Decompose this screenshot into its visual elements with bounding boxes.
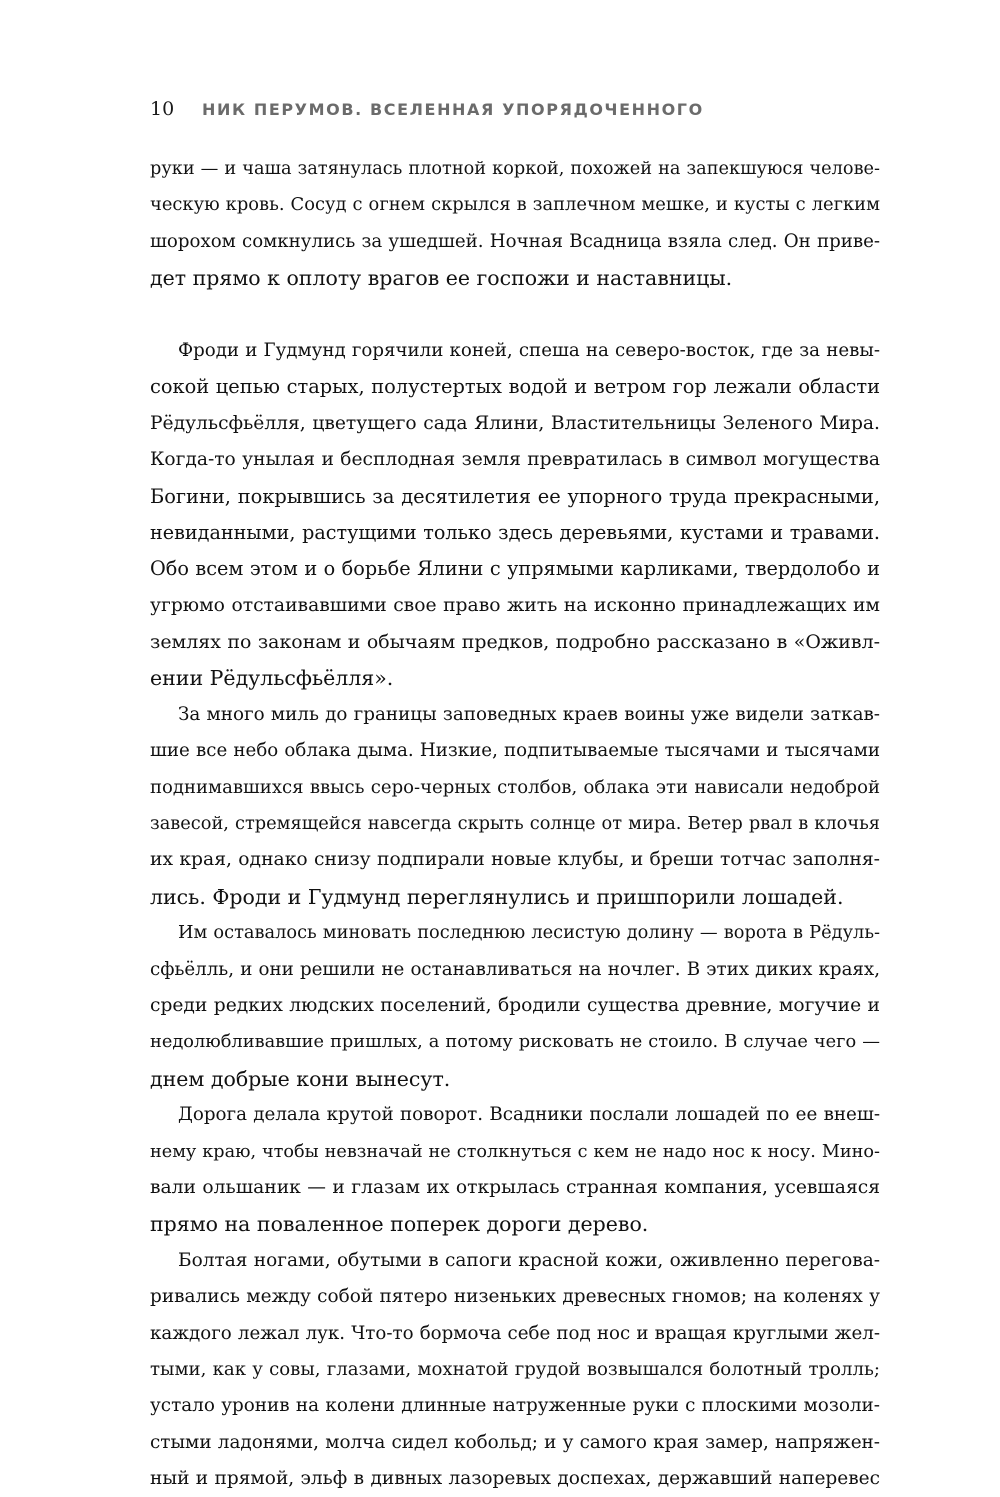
text-line: поднимавшихся ввысь серо-черных столбов, облака эти нависали недоброй (150, 776, 880, 798)
text-line: нему краю, чтобы невзначай не столкнуться с кем не надо нос к носу. Мино- (150, 1141, 880, 1162)
text-line: ный и прямой, эльф в дивных лазоревых доспехах, державший наперевес (150, 1468, 880, 1490)
text-line: сокой цепью старых, полустертых водой и ветром гор лежали области (150, 375, 880, 399)
running-title: НИК ПЕРУМОВ. ВСЕЛЕННАЯ УПОРЯДОЧЕННОГО (202, 100, 704, 119)
text-line: шорохом сомкнулись за ушедшей. Ночная Всадница взяла след. Он приве- (150, 230, 880, 252)
text-line: Богини, покрывшись за десятилетия ее упорного труда прекрасными, (150, 484, 880, 508)
body-text (150, 151, 880, 1497)
text-line: Дорога делала крутой поворот. Всадники послали лошадей по ее внеш- (178, 1104, 880, 1126)
page-number: 10 (150, 98, 175, 120)
paragraph (150, 697, 880, 915)
paragraph (150, 1243, 880, 1497)
text-line: невиданными, растущими только здесь деревьями, кустами и травами. (150, 520, 880, 544)
text-line: ении Рёдульсфьёлля». (150, 666, 394, 691)
text-line: каждого лежал лук. Что-то бормоча себе под нос и вращая круглыми жел- (150, 1322, 880, 1344)
text-line: руки — и чаша затянулась плотной коркой, похожей на запекшуюся челове- (150, 159, 880, 179)
text-line: днем добрые кони вынесут. (150, 1066, 451, 1091)
text-line: Когда-то унылая и бесплодная земля превратилась в символ могущества (150, 449, 880, 471)
text-line: Рёдульсфьёлля, цветущего сада Ялини, Властительницы Зеленого Мира. (150, 412, 880, 434)
text-line: землях по законам и обычаям предков, подробно рассказано в «Оживл- (150, 631, 880, 654)
text-line: Болтая ногами, обутыми в сапоги красной кожи, оживленно перегова- (178, 1249, 880, 1271)
text-line: вали ольшаник — и глазам их открылась странная компания, усевшаяся (150, 1176, 880, 1198)
text-line: прямо на поваленное поперек дороги дерево. (150, 1212, 649, 1237)
paragraph (150, 151, 880, 297)
text-line: устало уронив на колени длинные натруженные руки с плоскими мозоли- (150, 1395, 880, 1417)
text-line: ческую кровь. Сосуд с огнем скрылся в заплечном мешке, и кусты с легким (150, 194, 880, 216)
text-line: сфьёлль, и они решили не останавливаться на ночлег. В этих диких краях, (150, 958, 880, 980)
paragraph (150, 333, 880, 697)
text-line: лись. Фроди и Гудмунд переглянулись и пришпорили лошадей. (150, 884, 844, 909)
paragraph (150, 1097, 880, 1243)
text-line: За много миль до границы заповедных краев воины уже видели заткав- (178, 703, 880, 725)
text-line: Обо всем этом и о борьбе Ялини с упрямыми карликами, твердолобо и (150, 557, 880, 581)
text-line: шие все небо облака дыма. Низкие, подпитываемые тысячами и тысячами (150, 740, 880, 762)
text-line: Фроди и Гудмунд горячили коней, спеша на северо-восток, где за невы- (178, 339, 880, 361)
paragraph (150, 915, 880, 1097)
text-line: завесой, стремящейся навсегда скрыть солнце от мира. Ветер рвал в клочья (150, 813, 880, 835)
text-line: тыми, как у совы, глазами, мохнатой грудой возвышался болотный тролль; (150, 1358, 880, 1380)
text-line: недолюбливавшие пришлых, а потому рисковать не стоило. В случае чего — (150, 1032, 880, 1053)
text-line: их края, однако снизу подпирали новые клубы, и бреши тотчас заполня- (150, 849, 880, 871)
text-line: ривались между собой пятеро низеньких древесных гномов; на коленях у (150, 1286, 880, 1308)
text-line: среди редких людских поселений, бродили существа древние, могучие и (150, 994, 880, 1016)
text-line: угрюмо отстаивавшими свое право жить на исконно принадлежащих им (150, 594, 880, 616)
text-line: дет прямо к оплоту врагов ее госпожи и наставницы. (150, 266, 733, 291)
running-head (150, 98, 890, 126)
text-line: стыми ладонями, молча сидел кобольд; и у самого края замер, напряжен- (150, 1431, 880, 1453)
section-break (150, 297, 880, 333)
text-line: Им оставалось миновать последнюю лесистую долину — ворота в Рёдуль- (178, 922, 880, 944)
